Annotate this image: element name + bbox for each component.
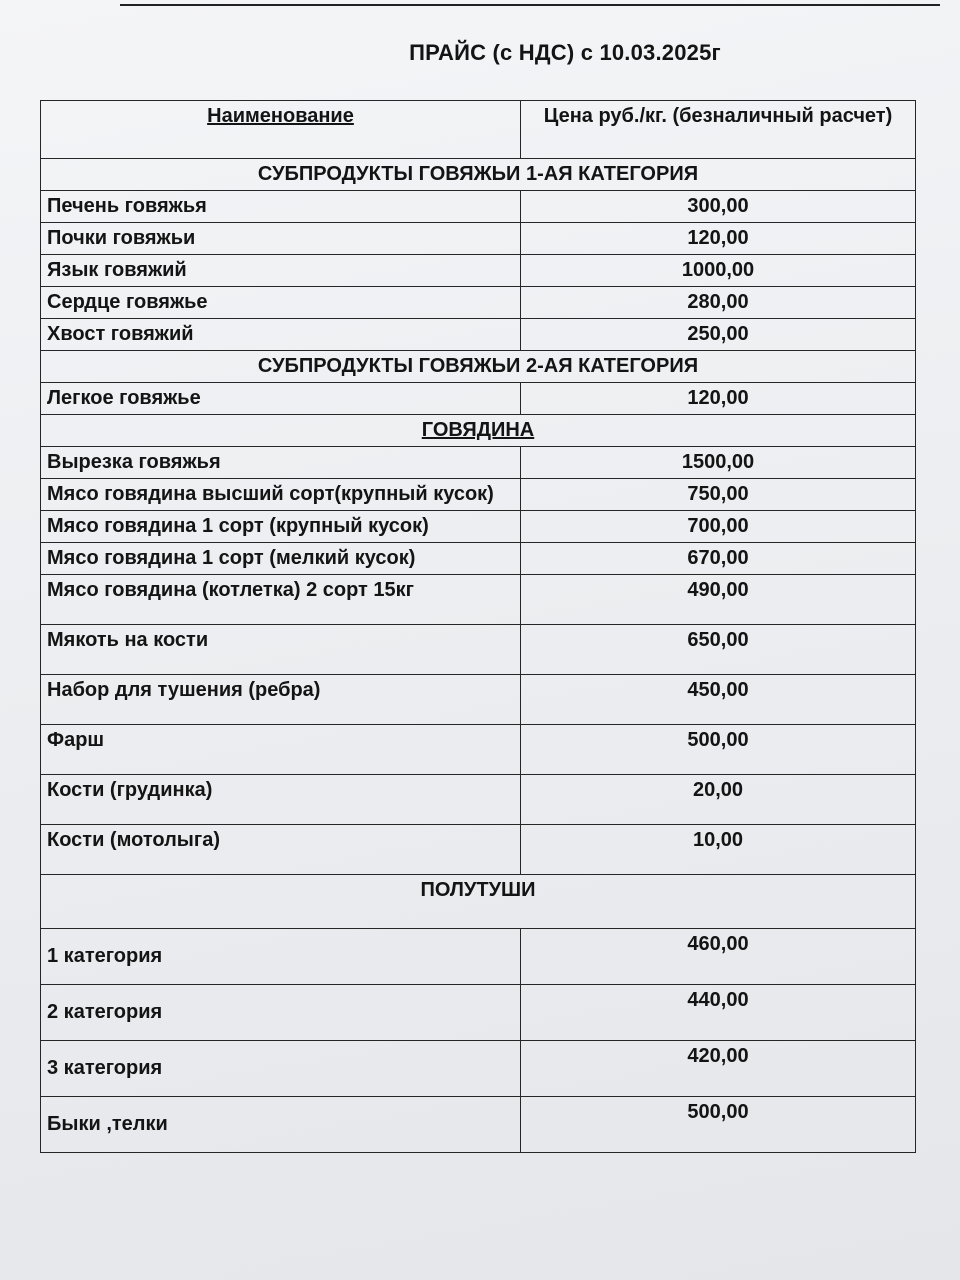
table-row	[41, 1097, 916, 1153]
item-name: Легкое говяжье	[41, 383, 521, 415]
item-price: 10,00	[521, 825, 916, 875]
header-name: Наименование	[41, 101, 521, 159]
item-name: Вырезка говяжья	[41, 447, 521, 479]
item-price: 440,00	[521, 985, 916, 1041]
item-price: 280,00	[521, 287, 916, 319]
item-name: Кости (грудинка)	[41, 775, 521, 825]
item-price: 460,00	[521, 929, 916, 985]
item-name: Мясо говядина 1 сорт (крупный кусок)	[41, 511, 521, 543]
section-row	[41, 415, 916, 447]
table-row	[41, 383, 916, 415]
section-title: ПОЛУТУШИ	[41, 875, 916, 929]
section-row	[41, 159, 916, 191]
page-title: ПРАЙС (с НДС) с 10.03.2025г	[409, 40, 721, 65]
item-price: 250,00	[521, 319, 916, 351]
item-name: Быки ,телки	[41, 1097, 521, 1153]
item-name: Мясо говядина (котлетка) 2 сорт 15кг	[41, 575, 521, 625]
item-price: 420,00	[521, 1041, 916, 1097]
table-row	[41, 447, 916, 479]
item-name: Кости (мотолыга)	[41, 825, 521, 875]
section-title: СУБПРОДУКТЫ ГОВЯЖЬИ 1-АЯ КАТЕГОРИЯ	[41, 159, 916, 191]
item-price: 500,00	[521, 1097, 916, 1153]
section-title: СУБПРОДУКТЫ ГОВЯЖЬИ 2-АЯ КАТЕГОРИЯ	[41, 351, 916, 383]
table-row	[41, 223, 916, 255]
item-price: 670,00	[521, 543, 916, 575]
table-row	[41, 287, 916, 319]
table-row	[41, 675, 916, 725]
table-row	[41, 255, 916, 287]
item-name: Язык говяжий	[41, 255, 521, 287]
table-row	[41, 191, 916, 223]
item-price: 1000,00	[521, 255, 916, 287]
item-price: 450,00	[521, 675, 916, 725]
item-name: 1 категория	[41, 929, 521, 985]
item-name: Хвост говяжий	[41, 319, 521, 351]
table-row	[41, 543, 916, 575]
item-price: 700,00	[521, 511, 916, 543]
item-name: Фарш	[41, 725, 521, 775]
item-name: Мясо говядина 1 сорт (мелкий кусок)	[41, 543, 521, 575]
table-row	[41, 511, 916, 543]
table-row	[41, 625, 916, 675]
item-name: Печень говяжья	[41, 191, 521, 223]
item-price: 650,00	[521, 625, 916, 675]
item-price: 120,00	[521, 383, 916, 415]
section-row	[41, 351, 916, 383]
section-row	[41, 875, 916, 929]
item-price: 500,00	[521, 725, 916, 775]
table-row	[41, 1041, 916, 1097]
item-name: Сердце говяжье	[41, 287, 521, 319]
item-price: 20,00	[521, 775, 916, 825]
item-name: Почки говяжьи	[41, 223, 521, 255]
top-rule	[120, 4, 940, 6]
item-price: 1500,00	[521, 447, 916, 479]
price-sheet	[40, 100, 915, 1153]
item-name: Мясо говядина высший сорт(крупный кусок)	[41, 479, 521, 511]
item-price: 300,00	[521, 191, 916, 223]
item-price: 120,00	[521, 223, 916, 255]
table-row	[41, 479, 916, 511]
table-row	[41, 929, 916, 985]
table-row	[41, 985, 916, 1041]
section-title-text: ГОВЯДИНА	[421, 419, 535, 441]
item-name: 2 категория	[41, 985, 521, 1041]
table-row	[41, 825, 916, 875]
item-price: 490,00	[521, 575, 916, 625]
section-title	[41, 415, 916, 447]
item-price: 750,00	[521, 479, 916, 511]
table-row	[41, 319, 916, 351]
item-name: 3 категория	[41, 1041, 521, 1097]
table-header-row	[41, 101, 916, 159]
header-price: Цена руб./кг. (безналичный расчет)	[521, 101, 916, 159]
table-row	[41, 775, 916, 825]
table-row	[41, 725, 916, 775]
price-table	[40, 100, 916, 1153]
item-name: Набор для тушения (ребра)	[41, 675, 521, 725]
table-row	[41, 575, 916, 625]
item-name: Мякоть на кости	[41, 625, 521, 675]
